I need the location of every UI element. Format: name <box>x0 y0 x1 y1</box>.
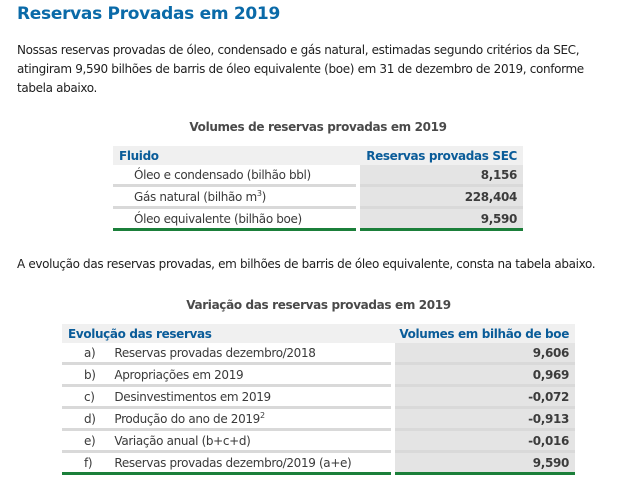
table-row <box>62 386 575 408</box>
row-label-suffix: ) <box>261 189 266 204</box>
superscript: 3 <box>256 188 262 198</box>
row-label <box>114 364 393 386</box>
table-row <box>62 343 575 364</box>
page-title: Reservas Provadas em 2019 <box>17 4 280 24</box>
row-label <box>114 408 393 430</box>
row-label <box>114 430 393 452</box>
table1-caption: Volumes de reservas provadas em 2019 <box>189 120 447 134</box>
row-label <box>114 386 393 408</box>
row-value: -0,016 <box>393 430 575 452</box>
row-label <box>113 186 358 208</box>
row-label-text: Apropriações em 2019 <box>114 367 244 382</box>
table-row <box>62 364 575 386</box>
row-value: 9,590 <box>393 452 575 474</box>
row-letter: d) <box>62 408 114 430</box>
table-row <box>113 186 523 208</box>
table-row <box>62 430 575 452</box>
table-row <box>113 165 523 186</box>
row-letter: b) <box>62 364 114 386</box>
row-value: 8,156 <box>358 165 523 186</box>
table-row <box>113 208 523 230</box>
intro-paragraph: Nossas reservas provadas de óleo, condensado e gás natural, estimadas segundo critérios da SEC, atingiram 9,590 bilhões de barris de óleo equivalente (boe) em 31 de dezembro de 2019, conforme tabela abaixo. <box>17 43 584 95</box>
row-label-text: Óleo e condensado (bilhão bbl) <box>134 167 311 182</box>
row-label <box>114 452 393 474</box>
row-letter: e) <box>62 430 114 452</box>
table2-caption: Variação das reservas provadas em 2019 <box>186 298 451 312</box>
row-value: -0,072 <box>393 386 575 408</box>
reserves-variation-table <box>62 324 575 475</box>
row-label-text: Gás natural (bilhão m <box>134 189 257 204</box>
table-header-row <box>62 324 575 343</box>
row-value: 9,590 <box>358 208 523 230</box>
row-letter: a) <box>62 343 114 364</box>
column-header-evolution: Evolução das reservas <box>62 324 393 343</box>
row-value: 9,606 <box>393 343 575 364</box>
row-value: -0,913 <box>393 408 575 430</box>
reserves-volume-table <box>113 146 523 231</box>
row-letter: f) <box>62 452 114 474</box>
row-value: 0,969 <box>393 364 575 386</box>
column-header-volumes: Volumes em bilhão de boe <box>393 324 575 343</box>
table-header-row <box>113 146 523 165</box>
middle-paragraph: A evolução das reservas provadas, em bilhões de barris de óleo equivalente, consta na tabela abaixo. <box>17 257 596 271</box>
row-label <box>114 343 393 364</box>
table-row <box>62 408 575 430</box>
row-label-text: Reservas provadas dezembro/2019 (a+e) <box>114 455 352 470</box>
row-value: 228,404 <box>358 186 523 208</box>
row-label <box>113 165 358 186</box>
row-label-text: Reservas provadas dezembro/2018 <box>114 345 316 360</box>
row-label-text: Produção do ano de 2019 <box>114 411 260 426</box>
table-row <box>62 452 575 474</box>
column-header-fluid: Fluido <box>113 146 358 165</box>
row-label-text: Variação anual (b+c+d) <box>114 433 251 448</box>
row-label <box>113 208 358 230</box>
row-label-text: Óleo equivalente (bilhão boe) <box>134 211 302 226</box>
column-header-sec-reserves: Reservas provadas SEC <box>358 146 523 165</box>
row-letter: c) <box>62 386 114 408</box>
superscript: 2 <box>259 410 265 420</box>
row-label-text: Desinvestimentos em 2019 <box>114 389 271 404</box>
